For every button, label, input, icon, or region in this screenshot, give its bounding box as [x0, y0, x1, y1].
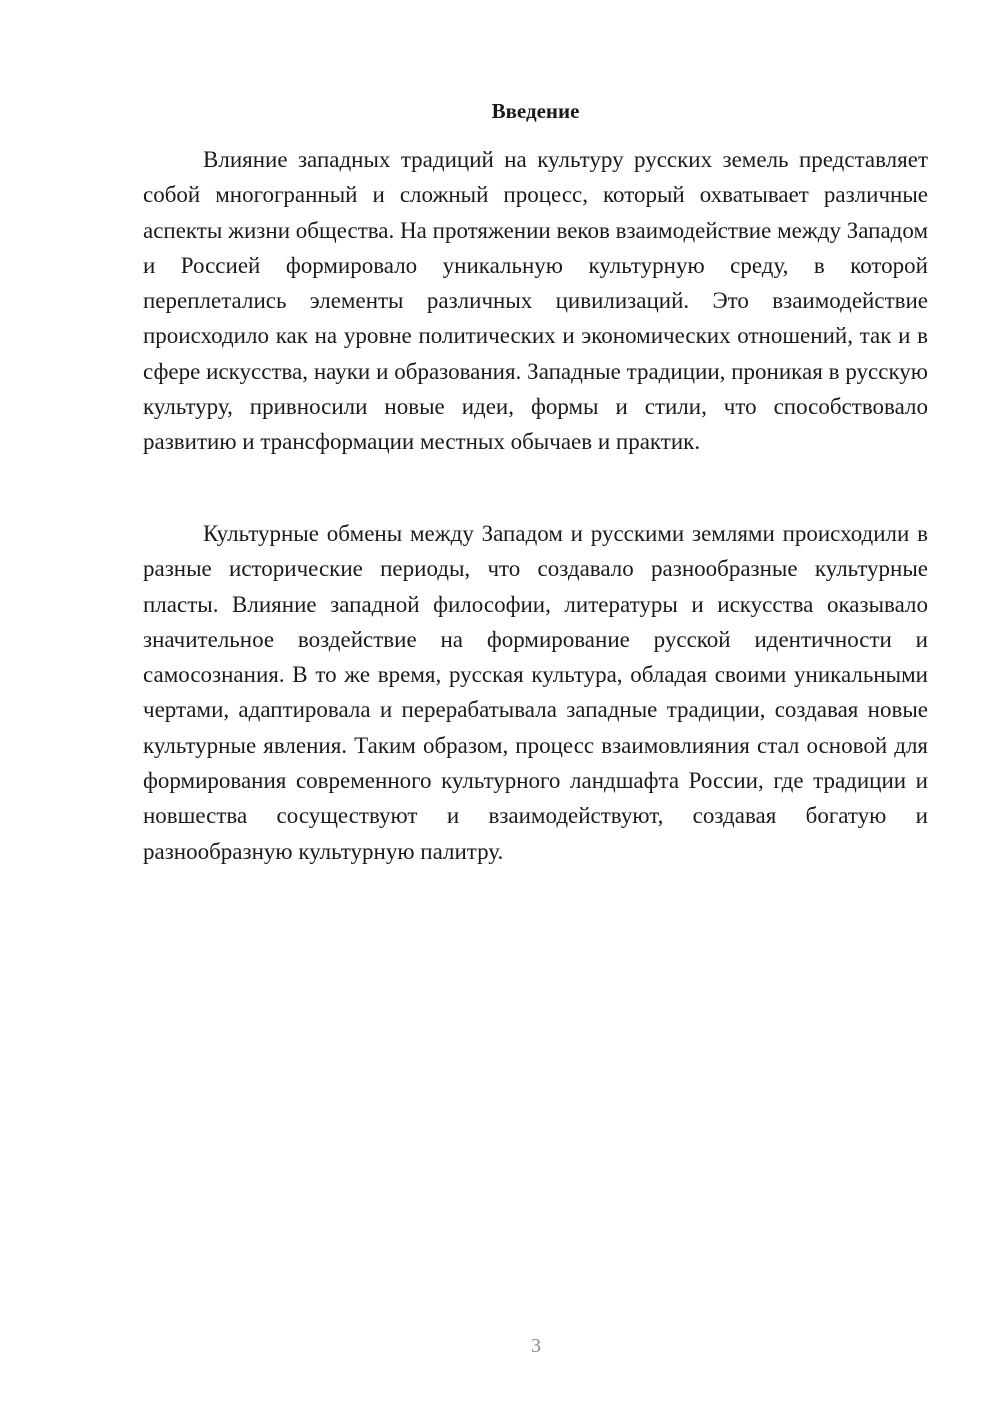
page-number: 3: [531, 1335, 541, 1357]
body-paragraph-2: Культурные обмены между Западом и русскими землями происходили в разные исторические периоды, что создавало разнообразные культурные пласты. Влияние западной философии, литературы и искусства оказывало значительное воздействие на формирование русской идентичности и самосознания. В то же время, русская культура, обладая своими уникальными чертами, адаптировала и перерабатывала западные традиции, создавая новые культурные явления. Таким образом, процесс взаимовлияния стал основой для формирования современного культурного ландшафта России, где традиции и новшества сосуществуют и взаимодействуют, создавая богатую и разнообразную культурную палитру.: [143, 521, 928, 864]
body-paragraph-1: Влияние западных традиций на культуру русских земель представляет собой многогранный и сложный процесс, который охватывает различные аспекты жизни общества. На протяжении веков взаимодействие между Западом и Россией формировало уникальную культурную среду, в которой переплетались элементы различных цивилизаций. Это взаимодействие происходило как на уровне политических и экономических отношений, так и в сфере искусства, науки и образования. Западные традиции, проникая в русскую культуру, привносили новые идеи, формы и стили, что способствовало развитию и трансформации местных обычаев и практик.: [143, 147, 928, 455]
section-title: Введение: [491, 99, 580, 123]
